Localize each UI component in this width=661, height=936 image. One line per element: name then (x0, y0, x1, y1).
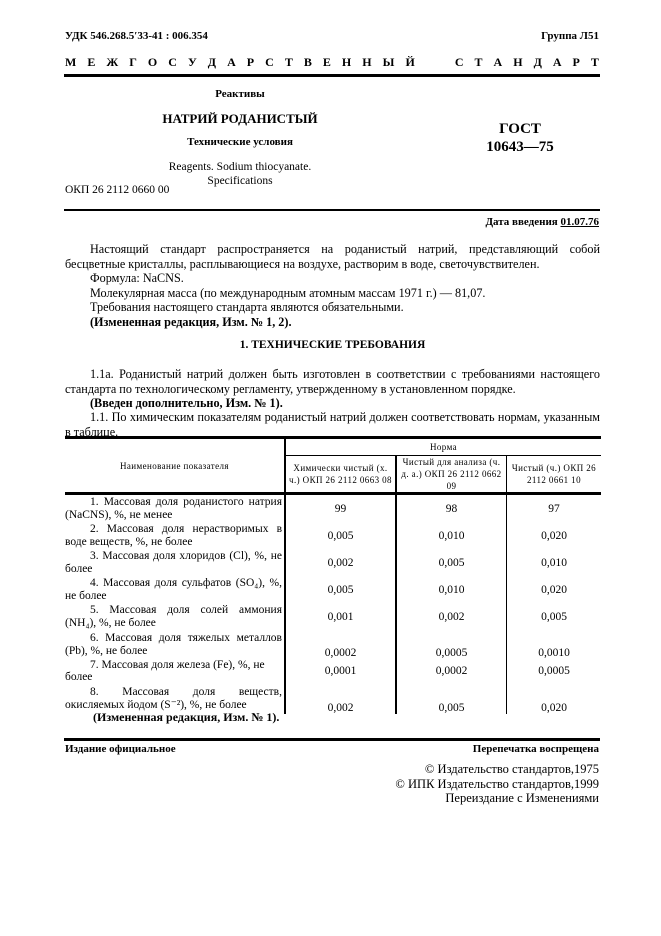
row-label: 7. Массовая доля железа (Fe), %, не более (65, 658, 265, 684)
clause-1-1a: 1.1а. Роданистый натрий должен быть изготовлен в соответствии с требованиями настоящего стандарта по технологическому регламенту, утвержденному в установленном порядке. (65, 367, 600, 396)
clause-1-1a-note: (Введен дополнительно, Изм. № 1). (90, 396, 283, 410)
row-value: 0,0002 (396, 659, 507, 684)
banner-letter: С (265, 55, 274, 69)
chemical-norms-table (65, 436, 601, 714)
gost-number: 10643—75 (486, 139, 554, 155)
section-title: 1. ТЕХНИЧЕСКИЕ ТРЕБОВАНИЯ (239, 339, 426, 351)
banner-letter: С (454, 55, 464, 69)
effective-date-value: 01.07.76 (560, 216, 599, 228)
table-row (65, 631, 601, 659)
banner-letter: Н (362, 55, 372, 69)
gost-designation (470, 120, 570, 156)
table-row (65, 550, 601, 577)
row-value: 0,020 (507, 523, 602, 550)
gost-label: ГОСТ (499, 121, 541, 137)
effective-date-label: Дата введения (485, 216, 558, 228)
row-value: 97 (507, 494, 602, 523)
row-value: 99 (285, 494, 396, 523)
row-label: 8. Массовая доля веществ, окисляемых йодом (S⁻²), %, не более (65, 686, 282, 711)
banner-letter: Ж (106, 55, 119, 69)
row-label: 6. Массовая доля тяжелых металлов (Pb), %, не более (65, 631, 282, 657)
row-value: 0,002 (396, 604, 507, 631)
group-code: Группа Л51 (541, 30, 599, 42)
banner-letter: Г (129, 55, 137, 69)
banner-letter: А (552, 55, 562, 69)
row-value: 0,0002 (285, 631, 396, 659)
banner-letter: У (187, 55, 197, 69)
banner-letter: Т (590, 55, 599, 69)
table-row (65, 494, 601, 523)
banner-letter: Д (533, 55, 542, 69)
reprint-prohibited-label: Перепечатка воспрещена (472, 743, 599, 755)
row-value: 0,0005 (396, 631, 507, 659)
okp-code: ОКП 26 2112 0660 00 (65, 184, 170, 196)
banner-letter: Т (474, 55, 483, 69)
row-value: 0,002 (285, 550, 396, 577)
category-label: Реактивы (215, 88, 265, 100)
row-value: 98 (396, 494, 507, 523)
banner-letter: Н (513, 55, 523, 69)
table-row (65, 604, 601, 631)
banner-divider (64, 74, 600, 77)
row-value: 0,005 (507, 604, 602, 631)
title-divider (64, 209, 600, 211)
banner-letter: А (227, 55, 236, 69)
footer-divider (64, 738, 600, 741)
english-title (140, 160, 340, 188)
banner-letter: А (493, 55, 503, 69)
column-header-grade: Чистый (ч.) ОКП 26 2112 0661 10 (507, 456, 602, 494)
table-amendment-note: (Измененная редакция, Изм. № 1). (93, 710, 280, 724)
clause-1-1: 1.1. По химическим показателям роданистый натрий должен соответствовать нормам, указанным в таблице. (65, 410, 600, 439)
row-value: 0,010 (396, 577, 507, 604)
table-row (65, 577, 601, 604)
copyright-line: © Издательство стандартов,1975 (424, 762, 599, 776)
banner-letter: В (303, 55, 312, 69)
column-header-norm: Норма (285, 438, 601, 456)
row-label: 2. Массовая доля нерастворимых в воде веществ, %, не более (65, 523, 282, 548)
row-value: 0,005 (285, 523, 396, 550)
row-label: 5. Массовая доля солей аммония (NH₄), %, не более (65, 604, 282, 629)
banner-letter: Д (207, 55, 217, 69)
row-value: 0,005 (396, 550, 507, 577)
banner-letter: Й (405, 55, 415, 69)
banner-letter: С (168, 55, 177, 69)
table-row (65, 523, 601, 550)
row-label: 1. Массовая доля роданистого натрия (NaCNS), %, не менее (65, 496, 282, 521)
row-value: 0,001 (285, 604, 396, 631)
row-value: 0,010 (507, 550, 602, 577)
english-title-line: Specifications (207, 175, 273, 187)
banner-letter: Р (246, 55, 255, 69)
amendment-note: (Измененная редакция, Изм. № 1, 2). (90, 315, 292, 329)
reissue-line: Переиздание с Изменениями (445, 791, 599, 805)
row-label: 4. Массовая доля сульфатов (SO₄), %, не более (65, 577, 282, 602)
row-value: 0,0001 (285, 659, 396, 684)
english-title-line: Reagents. Sodium thiocyanate. (168, 161, 312, 173)
row-value: 0,005 (285, 577, 396, 604)
copyright-block (395, 762, 599, 806)
formula-line: Формула: NaCNS. (90, 271, 184, 285)
row-label: 3. Массовая доля хлоридов (Cl), %, не более (65, 550, 282, 575)
column-header-grade: Химически чистый (х. ч.) ОКП 26 2112 0663 08 (285, 456, 396, 494)
intro-paragraph: Настоящий стандарт распространяется на роданистый натрий, представляющий собой бесцветные кристаллы, расплывающиеся на воздухе, растворим в воде, светочувствителен. (65, 242, 600, 271)
document-title: НАТРИЙ РОДАНИСТЫЙ (162, 111, 318, 126)
column-header-grade: Чистый для анализа (ч. д. а.) ОКП 26 2112 0662 09 (396, 456, 507, 494)
banner-letter: Ы (382, 55, 395, 69)
copyright-line: © ИПК Издательство стандартов,1999 (395, 776, 599, 791)
banner-letter: Р (572, 55, 580, 69)
row-value: 0,020 (507, 577, 602, 604)
row-value: 0,020 (507, 684, 602, 714)
row-value: 0,0010 (507, 631, 602, 659)
row-value: 0,0005 (507, 659, 602, 684)
molecular-mass-line: Молекулярная масса (по международным атомным массам 1971 г.) — 81,07. (90, 286, 486, 300)
interstate-standard-banner (65, 55, 599, 70)
official-edition-label: Издание официальное (65, 743, 176, 755)
document-subtitle: Технические условия (187, 136, 293, 148)
row-value: 0,010 (396, 523, 507, 550)
banner-letter: Е (322, 55, 331, 69)
row-value: 0,002 (285, 684, 396, 714)
row-value: 0,005 (396, 684, 507, 714)
banner-letter: Т (284, 55, 293, 69)
banner-letter: Н (341, 55, 352, 69)
udk-code: УДК 546.268.5′33-41 : 006.354 (65, 30, 208, 42)
column-header-indicator: Наименование показателя (120, 460, 229, 471)
table-row (65, 659, 601, 684)
effective-date (485, 216, 599, 228)
mandatory-line: Требования настоящего стандарта являются обязательными. (90, 300, 404, 314)
banner-letter: Е (87, 55, 96, 69)
banner-letter: М (65, 55, 77, 69)
banner-letter: О (147, 55, 158, 69)
